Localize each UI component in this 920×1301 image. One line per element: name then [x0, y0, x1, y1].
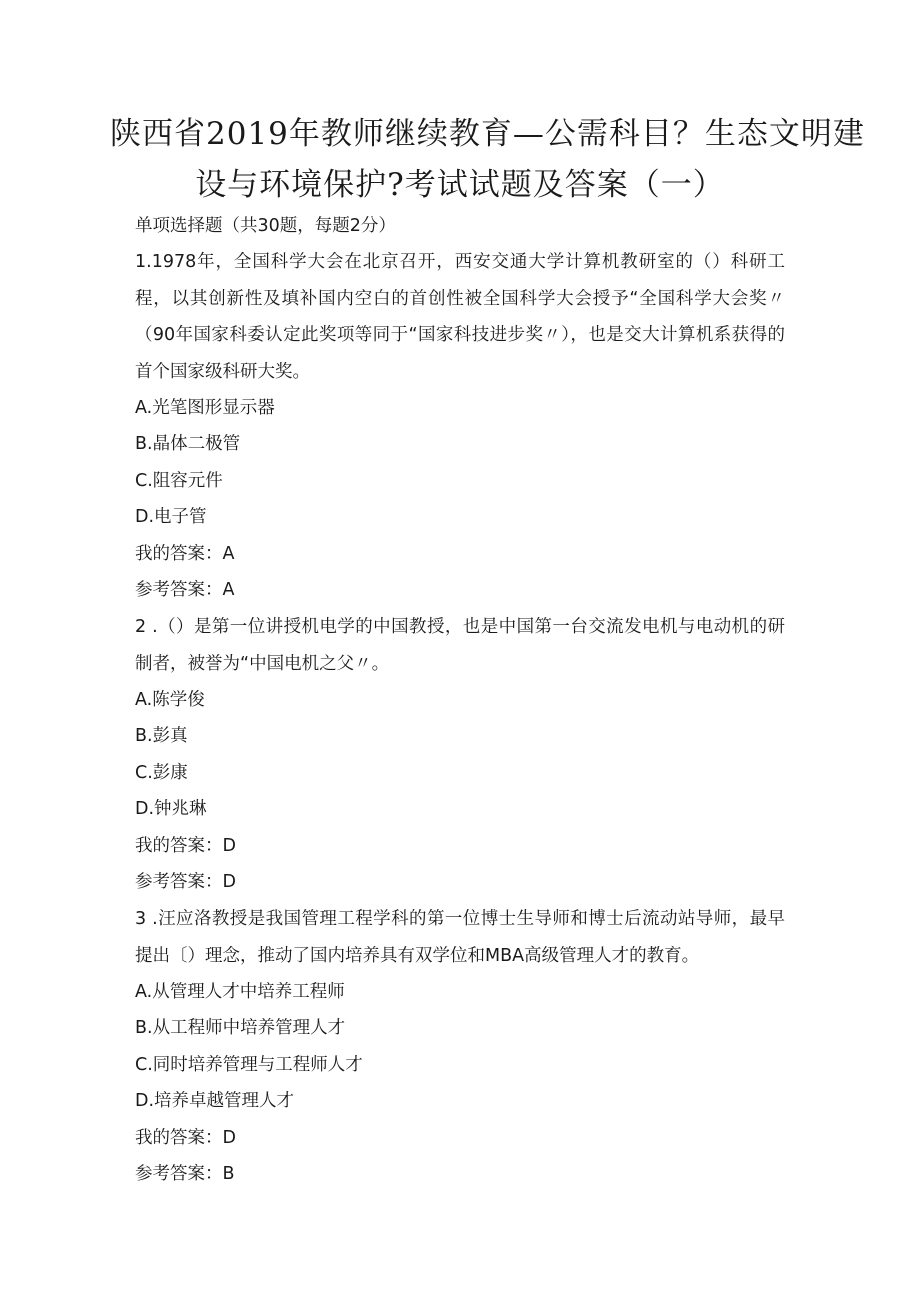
- question-3-option-d: D.培养卓越管理人才: [135, 1091, 295, 1111]
- question-2-option-b: B.彭真: [135, 726, 188, 746]
- question-3-my-answer: 我的答案：D: [135, 1128, 236, 1148]
- question-2-option-d: D.钟兆琳: [135, 799, 207, 819]
- question-3-option-c: C.同时培养管理与工程师人才: [135, 1055, 363, 1075]
- question-1-stem: 1.1978年，全国科学大会在北京召开，西安交通大学计算机教研室的（）科研工程，以其创新性及填补国内空白的首创性被全国科学大会授予“全国科学大会奖〃（90年国家科委认定此奖项等同于“国家科技进步奖〃），也是交大计算机系获得的首个国家级科研大奖。: [135, 252, 785, 382]
- question-3-option-a: A.从管理人才中培养工程师: [135, 982, 345, 1002]
- document-title-line-2: 设与环境保护?考试试题及答案（一）: [195, 167, 725, 203]
- document-title-line-1: 陕西省2019年教师继续教育—公需科目？生态文明建: [110, 116, 865, 152]
- question-3-reference-answer: 参考答案：B: [135, 1164, 235, 1184]
- question-2-reference-answer: 参考答案：D: [135, 872, 236, 892]
- question-1-reference-answer: 参考答案：A: [135, 580, 235, 600]
- question-2-my-answer: 我的答案：D: [135, 836, 236, 856]
- question-3-option-b: B.从工程师中培养管理人才: [135, 1018, 346, 1038]
- question-1-option-b: B.晶体二极管: [135, 434, 241, 454]
- question-2-option-a: A.陈学俊: [135, 690, 205, 710]
- question-2-option-c: C.彭康: [135, 763, 188, 783]
- question-1-option-a: A.光笔图形显示器: [135, 398, 275, 418]
- question-2-stem: 2 .（）是第一位讲授机电学的中国教授，也是中国第一台交流发电机与电动机的研制者，被誉为“中国电机之父〃。: [135, 617, 785, 674]
- question-3-stem: 3 .汪应洛教授是我国管理工程学科的第一位博士生导师和博士后流动站导师，最早提出〔）理念，推动了国内培养具有双学位和MBA高级管理人才的教育。: [135, 909, 785, 966]
- section-header: 单项选择题（共30题，每题2分）: [135, 216, 396, 236]
- question-1-option-d: D.电子管: [135, 507, 207, 527]
- question-1-my-answer: 我的答案：A: [135, 544, 235, 564]
- question-1-option-c: C.阻容元件: [135, 471, 223, 491]
